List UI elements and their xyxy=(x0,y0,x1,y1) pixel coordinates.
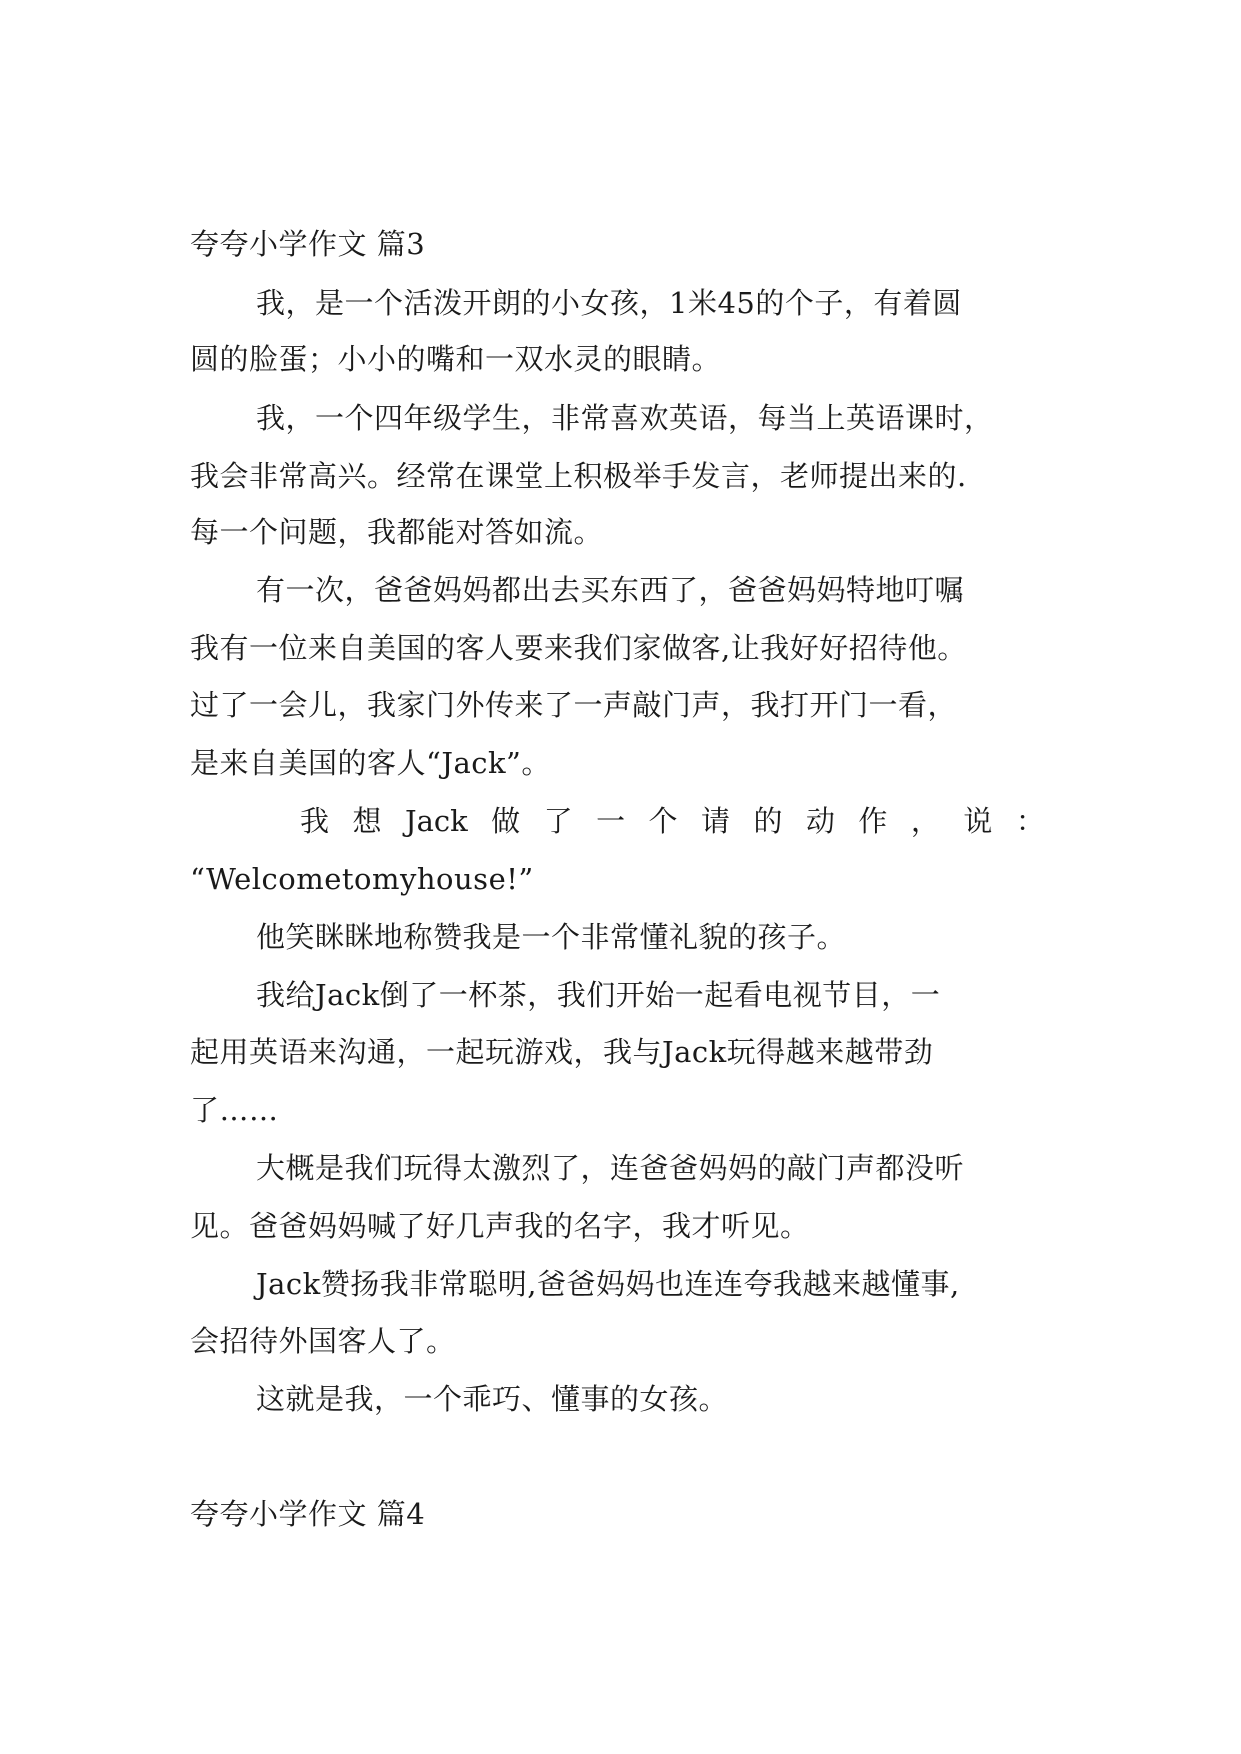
paragraph-4-word: 的 xyxy=(753,804,783,838)
paragraph-4-line-2: “Welcometomyhouse!” xyxy=(190,862,534,896)
paragraph-4-word: 个 xyxy=(648,804,678,838)
paragraph-4-word: 想 xyxy=(352,804,382,838)
section-heading-3: 夸夸小学作文 篇3 xyxy=(190,227,426,261)
paragraph-4-word: 我 xyxy=(300,804,330,838)
paragraph-2-line-1: 我，一个四年级学生，非常喜欢英语，每当上英语课时， xyxy=(256,401,994,435)
paragraph-6-line-3: 了…… xyxy=(190,1093,279,1127)
paragraph-4-word: 做 xyxy=(491,804,521,838)
paragraph-5-line-1: 他笑眯眯地称赞我是一个非常懂礼貌的孩子。 xyxy=(256,920,847,954)
paragraph-7-line-2: 见。爸爸妈妈喊了好几声我的名字，我才听见。 xyxy=(190,1209,810,1243)
paragraph-2-line-2: 我会非常高兴。经常在课堂上积极举手发言，老师提出来的. xyxy=(190,459,967,493)
paragraph-1-line-1: 我，是一个活泼开朗的小女孩，1米45的个子，有着圆 xyxy=(256,286,962,320)
paragraph-3-line-1: 有一次，爸爸妈妈都出去买东西了，爸爸妈妈特地叮嘱 xyxy=(256,573,965,607)
paragraph-4-word: ， xyxy=(910,804,940,838)
paragraph-1-line-2: 圆的脸蛋；小小的嘴和一双水灵的眼睛。 xyxy=(190,342,722,376)
paragraph-4-word: 说 xyxy=(963,804,993,838)
paragraph-4-word: 动 xyxy=(805,804,835,838)
paragraph-4-word: Jack xyxy=(404,804,468,838)
paragraph-4-word: ： xyxy=(1015,804,1045,838)
paragraph-2-line-3: 每一个问题，我都能对答如流。 xyxy=(190,515,604,549)
paragraph-4-line-1 xyxy=(300,801,1045,841)
paragraph-7-line-1: 大概是我们玩得太激烈了，连爸爸妈妈的敲门声都没听 xyxy=(256,1151,965,1185)
paragraph-6-line-2: 起用英语来沟通，一起玩游戏，我与Jack玩得越来越带劲 xyxy=(190,1035,934,1069)
paragraph-4-word: 了 xyxy=(543,804,573,838)
paragraph-4-word: 作 xyxy=(858,804,888,838)
paragraph-3-line-4: 是来自美国的客人“Jack”。 xyxy=(190,746,551,780)
paragraph-4-word: 一 xyxy=(596,804,626,838)
paragraph-6-line-1: 我给Jack倒了一杯茶，我们开始一起看电视节目，一 xyxy=(256,978,941,1012)
paragraph-8-line-1: Jack赞扬我非常聪明,爸爸妈妈也连连夸我越来越懂事, xyxy=(256,1267,960,1301)
paragraph-3-line-3: 过了一会儿，我家门外传来了一声敲门声，我打开门一看， xyxy=(190,688,958,722)
section-heading-4: 夸夸小学作文 篇4 xyxy=(190,1497,426,1531)
paragraph-8-line-2: 会招待外国客人了。 xyxy=(190,1324,456,1358)
paragraph-4-word: 请 xyxy=(701,804,731,838)
paragraph-9-line-1: 这就是我，一个乖巧、懂事的女孩。 xyxy=(256,1382,729,1416)
paragraph-3-line-2: 我有一位来自美国的客人要来我们家做客,让我好好招待他。 xyxy=(190,631,967,665)
